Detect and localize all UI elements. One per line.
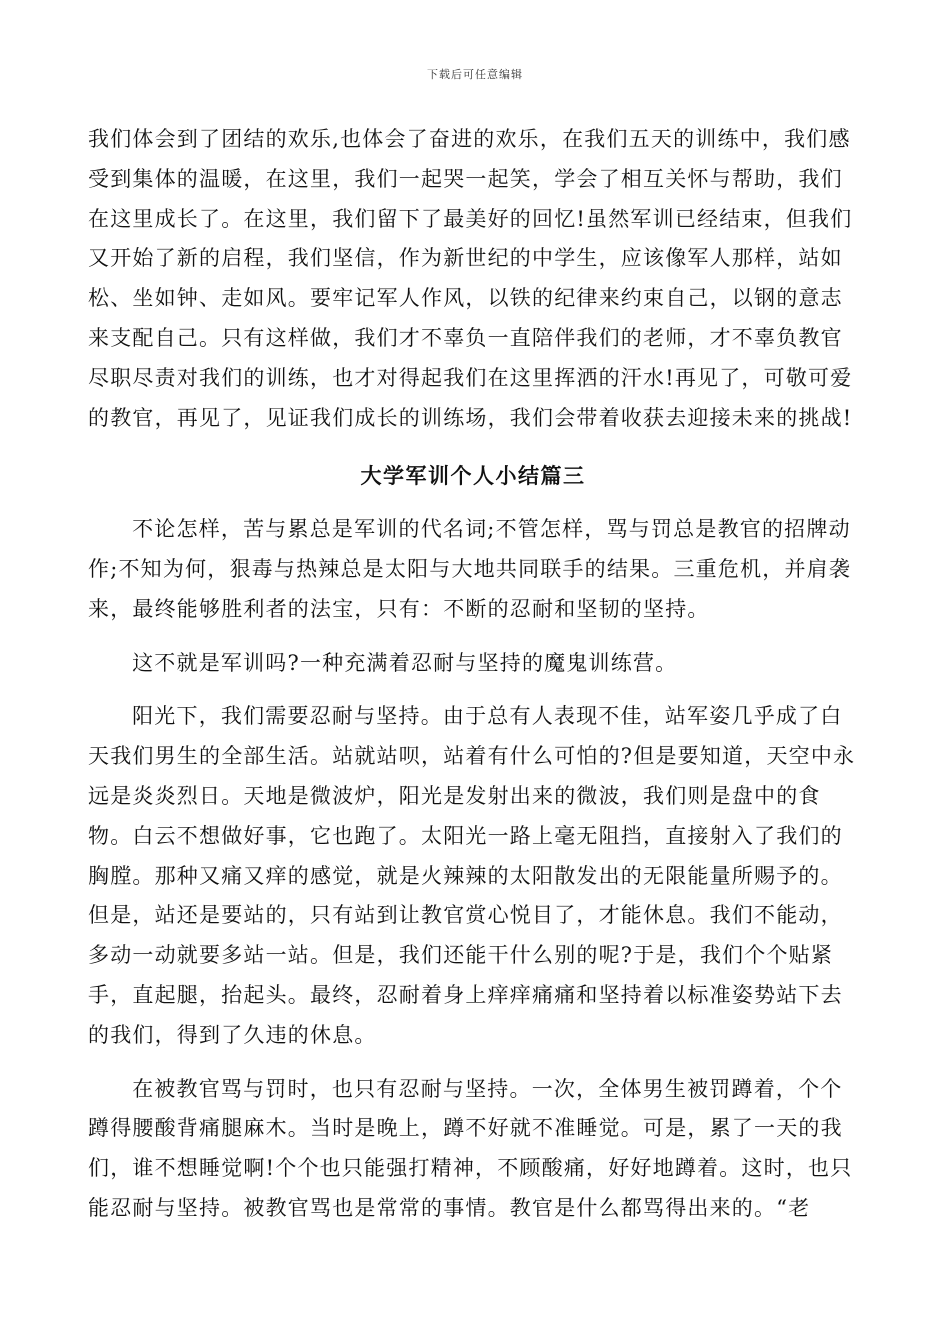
- paragraph-continued: 我们体会到了团结的欢乐,也体会了奋进的欢乐，在我们五天的训练中，我们感受到集体的温暖，在这里，我们一起哭一起笑，学会了相互关怀与帮助，我们在这里成长了。在这里，我们留下了最美好的回忆!虽然军训已经结束，但我们又开始了新的启程，我们坚信，作为新世纪的中学生，应该像军人那样，站如松、坐如钟、走如风。要牢记军人作风，以铁的纪律来约束自己，以钢的意志来支配自己。只有这样做，我们才不辜负一直陪伴我们的老师，才不辜负教官尽职尽责对我们的训练，也才对得起我们在这里挥洒的汗水!再见了，可敬可爱的教官，再见了，见证我们成长的训练场，我们会带着收获去迎接未来的挑战!: [88, 127, 853, 430]
- page-header-note: 下载后可任意编辑: [427, 68, 523, 81]
- paragraph-3: 阳光下，我们需要忍耐与坚持。由于总有人表现不佳，站军姿几乎成了白天我们男生的全部生活。站就站呗，站着有什么可怕的?但是要知道，天空中永远是炎炎烈日。天地是微波炉，阳光是发射出来的微波，我们则是盘中的食物。白云不想做好事，它也跑了。太阳光一路上毫无阻挡，直接射入了我们的胸膛。那种又痛又痒的感觉，就是火辣辣的太阳散发出的无限能量所赐予的。但是，站还是要站的，只有站到让教官赏心悦目了，才能休息。我们不能动，多动一动就要多站一站。但是，我们还能干什么别的呢?于是，我们个个贴紧手，直起腿，抬起头。最终，忍耐着身上痒痒痛痛和坚持着以标准姿势站下去的我们，得到了久违的休息。: [88, 704, 856, 1047]
- section-title: 大学军训个人小结篇三: [360, 463, 586, 489]
- document-body: [88, 120, 858, 1229]
- paragraph-2: 这不就是军训吗?一种充满着忍耐与坚持的魔鬼训练营。: [132, 650, 678, 675]
- paragraph-1: 不论怎样，苦与累总是军训的代名词;不管怎样，骂与罚总是教官的招牌动作;不知为何，狠毒与热辣总是太阳与大地共同联手的结果。三重危机，并肩袭来，最终能够胜利者的法宝，只有：不断的忍耐和坚韧的坚持。: [88, 517, 852, 621]
- paragraph-4: 在被教官骂与罚时，也只有忍耐与坚持。一次，全体男生被罚蹲着，个个蹲得腰酸背痛腿麻木。当时是晚上，蹲不好就不准睡觉。可是，累了一天的我们，谁不想睡觉啊!个个也只能强打精神，不顾酸痛，好好地蹲着。这时，也只能忍耐与坚持。被教官骂也是常常的事情。教官是什么都骂得出来的。“老: [88, 1076, 853, 1220]
